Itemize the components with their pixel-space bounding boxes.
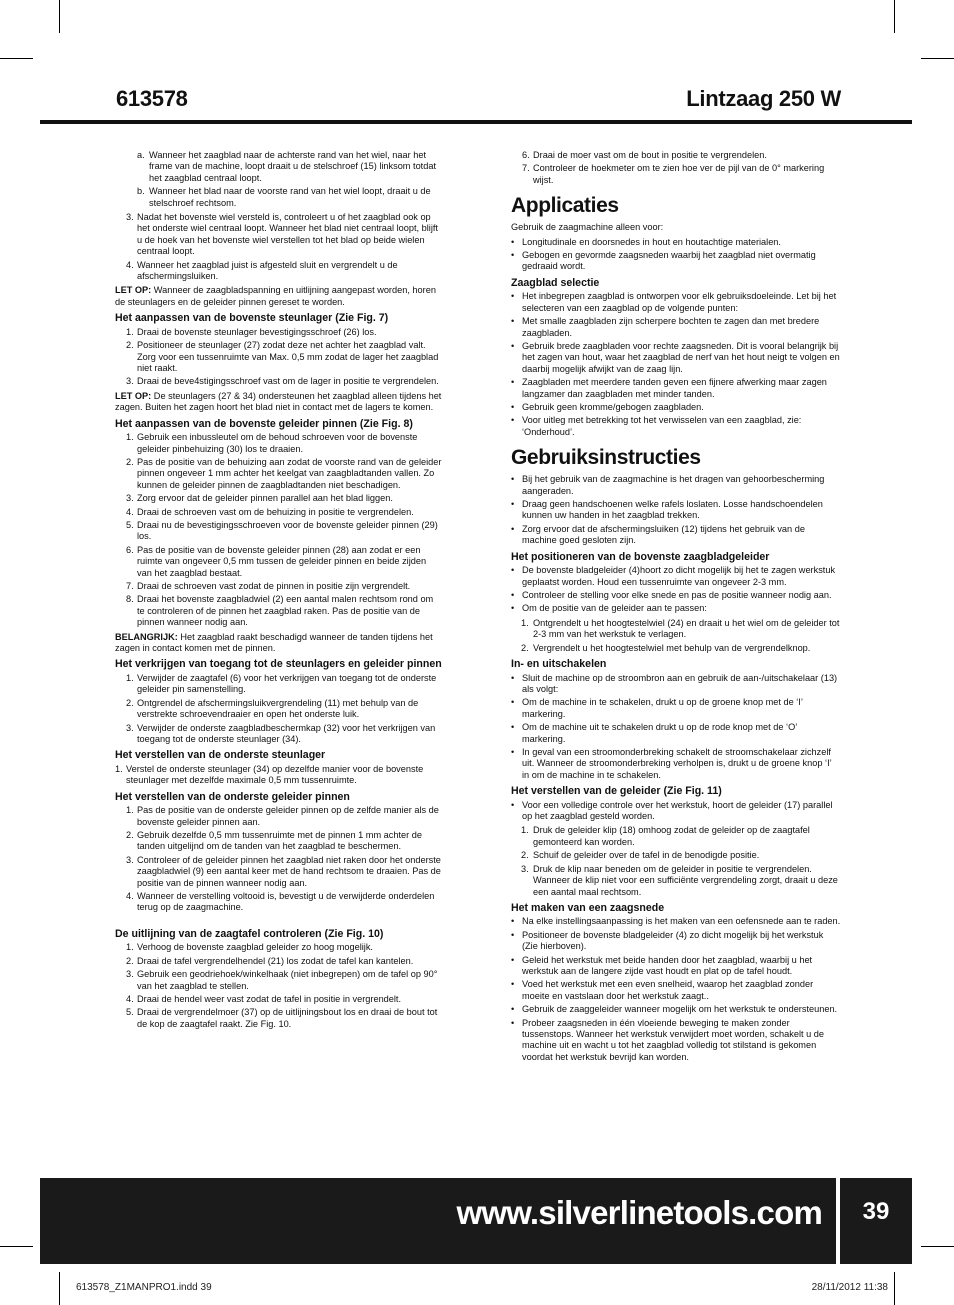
numbered-list — [115, 212, 442, 282]
list-item — [115, 723, 442, 746]
heading-zaagsnede: Het maken van een zaagsnede — [511, 901, 665, 914]
list-marker: 1. — [126, 672, 134, 683]
list-marker: • — [511, 1004, 515, 1015]
list-text: Het inbegrepen zaagblad is ontworpen voor elk gebruiksdoeleinde. Let bij het selecteren van een zaagblad op de volgende punten: — [522, 291, 837, 313]
list-item — [511, 618, 841, 641]
list-marker: 2. — [126, 697, 134, 708]
list-marker: 7. — [126, 581, 134, 591]
list-marker: • — [511, 589, 515, 600]
list-text: Schuif de geleider over de tafel in de benodigde positie. — [533, 850, 760, 861]
heading-uitlijning: De uitlijning van de zaagtafel controleren (Zie Fig. 10) — [115, 927, 384, 940]
list-marker: • — [511, 402, 515, 412]
list-marker: 1. — [126, 326, 134, 337]
list-marker: a. — [137, 150, 145, 160]
list-item — [115, 805, 442, 828]
numbered-list — [511, 825, 841, 897]
numbered-list — [115, 805, 442, 914]
list-marker: 4. — [126, 993, 134, 1004]
numbered-list — [115, 432, 442, 629]
list-item — [115, 260, 442, 283]
list-marker: • — [511, 377, 515, 388]
numbered-list — [115, 673, 442, 745]
list-text: Bij het gebruik van de zaagmachine is het dragen van gehoorbescherming aangeraden. — [522, 474, 825, 496]
list-marker: 3. — [126, 969, 134, 980]
list-marker: b. — [137, 186, 145, 197]
list-item — [115, 150, 442, 184]
numbered-list — [511, 618, 841, 654]
note-let-op — [115, 391, 442, 414]
list-marker: • — [511, 954, 515, 965]
bullet-list — [511, 800, 841, 823]
list-item — [115, 594, 442, 628]
bullet-list — [511, 673, 841, 782]
page-number: 39 — [862, 1198, 890, 1225]
list-marker: 5. — [126, 519, 134, 530]
list-text: Wanneer het zaagblad naar de achterste rand van het wiel, naar het frame van de machine, loopt draait u de stelschroef (15) linksom totdat het zaagblad centraal loopt. — [149, 150, 437, 183]
list-item — [115, 212, 442, 258]
slug-filename: 613578_Z1MANPRO1.indd 39 — [76, 1282, 212, 1293]
list-item — [511, 747, 841, 781]
list-marker: 1. — [126, 805, 134, 816]
list-item — [115, 457, 442, 491]
list-item — [115, 581, 442, 592]
list-text: Pas de positie van de behuizing aan zodat de voorste rand van de geleider pinnen ongeveer 1 mm achter het keelgat van zaagbladtanden vallen. Zo kunnen de geleider pinnen de zaagbladtanden niet beschadigen. — [137, 456, 442, 490]
list-item — [115, 994, 442, 1005]
note-label: LET OP: — [115, 285, 152, 296]
list-text: Controleer de stelling voor elke snede en pas de positie wanneer nodig aan. — [522, 589, 832, 600]
page-number-box — [840, 1178, 912, 1264]
left-column — [115, 150, 442, 1033]
list-text: Gebruik dezelfde 0,5 mm tussenruimte met de pinnen 1 mm achter de tanden uitgelijnd om de tanden van het zaagblad te beschermen. — [137, 830, 422, 852]
list-item — [511, 603, 841, 614]
list-marker: 2. — [521, 642, 529, 653]
website-link[interactable]: www.silverlinetools.com — [456, 1194, 822, 1231]
list-marker: • — [511, 340, 515, 351]
heading-schakelen: In- en uitschakelen — [511, 658, 607, 670]
list-marker: 1. — [126, 432, 134, 443]
list-marker: • — [511, 603, 515, 614]
list-marker: 3. — [126, 376, 134, 387]
list-marker: 2. — [126, 456, 134, 467]
list-item — [115, 327, 442, 338]
list-text: Zorg ervoor dat de geleider pinnen parallel aan het blad liggen. — [137, 493, 393, 504]
list-marker: 1. — [115, 763, 123, 774]
list-text: Positioneer de steunlager (27) zodat deze net achter het zaagblad valt. Zorg voor een tussenruimte van Max. 0,5 mm zodat de lager het zaagblad niet raakt. — [137, 340, 439, 373]
list-item — [115, 432, 442, 455]
list-text: Gebruik geen kromme/gebogen zaagbladen. — [522, 402, 704, 412]
list-item — [511, 150, 841, 161]
heading-pinnen: Het aanpassen van de bovenste geleider pinnen (Zie Fig. 8) — [115, 417, 413, 430]
numbered-list — [104, 764, 442, 787]
numbered-list — [511, 150, 841, 186]
list-text: Druk de geleider klip (18) omhoog zodat de geleider op de zaagtafel gemonteerd kan worden. — [533, 825, 810, 847]
bullet-list — [511, 565, 841, 615]
list-text: Druk de klip naar beneden om de geleider in positie te vergrendelen. Wanneer de klip niet voor een sufficiënte vergrendeling zorgt, draait u deze een aantal maal rechtsom. — [533, 863, 838, 897]
list-text: Ontgrendelt u het hoogtestelwiel (24) en draait u het wiel om de geleider tot 2-3 mm van het werkstuk te verlagen. — [533, 617, 840, 640]
list-item — [511, 643, 841, 654]
note-text: De steunlagers (27 & 34) ondersteunen het zaagblad alleen tijdens het zagen. Buiten het zagen hoort het blad niet in contact met de lagers te komen. — [115, 390, 442, 413]
list-marker: • — [511, 236, 515, 247]
list-text: Positioneer de bovenste bladgeleider (4) zo dicht mogelijk bij het werkstuk (Zie hierboven). — [522, 929, 824, 952]
list-item — [511, 237, 841, 248]
list-text: Gebruik een geodriehoek/winkelhaak (niet inbegrepen) om de tafel op 90° van het zaagblad te stellen. — [137, 969, 438, 991]
crop-mark — [0, 1246, 33, 1247]
list-marker: • — [511, 415, 515, 426]
list-item — [511, 291, 841, 314]
note-let-op — [115, 285, 442, 308]
crop-mark — [59, 1272, 60, 1305]
list-item — [115, 186, 442, 209]
list-item — [511, 590, 841, 601]
list-text: Nadat het bovenste wiel versteld is, controleert u of het zaagblad ook op het onderste wiel centraal loopt. Wanneer het blad niet centraal loopt, blijft u de hoek van het bovenste wiel verstellen tot het blad op beide wielen centraal loopt. — [137, 212, 438, 257]
bullet-list — [511, 474, 841, 546]
list-item — [115, 1007, 442, 1030]
list-item — [511, 864, 841, 898]
list-text: Probeer zaagsneden in één vloeiende beweging te maken zonder tussenstops. Wanneer het werkstuk verwijdert moet worden, schakelt u de machine uit en wacht u tot het zaagblad volledig tot stilstand is gekomen voordat het werkstuk bevrijd kan worden. — [522, 1017, 824, 1062]
page-title: Lintzaag 250 W — [686, 86, 841, 111]
list-text: Wanneer het zaagblad juist is afgesteld sluit en vergrendelt u de afschermingsluiken. — [137, 259, 398, 282]
crop-mark — [921, 1246, 954, 1247]
list-text: Gebruik een inbussleutel om de behoud schroeven voor de bovenste geleider pinbehuizing (30) los te draaien. — [137, 432, 418, 454]
list-item — [115, 942, 442, 953]
list-marker: 4. — [126, 259, 134, 270]
list-text: Verstel de onderste steunlager (34) op dezelfde manier voor de bovenste steunlager met dezelfde maximale 0,5 mm tussenruimte. — [126, 763, 424, 786]
list-item — [511, 499, 841, 522]
list-marker: • — [511, 565, 515, 576]
list-marker: • — [511, 474, 515, 485]
list-item — [511, 565, 841, 588]
list-text: Om de machine in te schakelen, drukt u op de groene knop met de ‘I’ markering. — [522, 697, 803, 719]
list-text: Gebogen en gevormde zaagsneden waarbij het zaagblad niet overmatig gedraaid wordt. — [522, 250, 816, 272]
list-marker: 5. — [126, 1007, 134, 1018]
list-marker: 6. — [522, 150, 530, 160]
list-item — [511, 377, 841, 400]
list-marker: • — [511, 979, 515, 990]
heading-verstellen: Het verstellen van de geleider (Zie Fig. 11) — [511, 785, 722, 798]
list-marker: 4. — [126, 891, 134, 902]
right-column — [511, 150, 841, 1066]
list-marker: 2. — [521, 850, 529, 861]
list-text: Wanneer de verstelling voltooid is, bevestigt u de verwijderde onderdelen terug op de zaagmachine. — [137, 891, 435, 913]
list-text: Gebruik brede zaagbladen voor rechte zaagsneden. Dit is vooral belangrijk bij het zagen van hout, waar het zaagblad de nerf van het hout neigt te volgen en daarbij mogelijk afwijkt van de zaag lijn. — [522, 340, 840, 374]
list-item — [511, 722, 841, 745]
model-number: 613578 — [116, 86, 188, 111]
numbered-list — [115, 327, 442, 388]
list-text: Na elke instellingsaanpassing is het maken van een oefensnede aan te raden. — [522, 916, 841, 927]
list-marker: • — [511, 746, 515, 757]
list-item — [511, 979, 841, 1002]
list-item — [511, 673, 841, 696]
list-marker: • — [511, 1017, 515, 1028]
list-marker: 6. — [126, 544, 134, 555]
footer-bar — [40, 1178, 836, 1264]
list-item — [511, 955, 841, 978]
list-text: Om de machine uit te schakelen drukt u op de rode knop met de ‘O’ markering. — [522, 722, 797, 744]
list-text: Draai de vergrendelmoer (37) op de uitlijningsbout los en draai de bout tot de kop de zaagtafel raakt. Zie Fig. 10. — [137, 1007, 438, 1029]
list-text: Draai de bovenste steunlager bevestigingsschroef (26) los. — [137, 326, 377, 337]
list-item — [115, 493, 442, 504]
list-text: Pas de positie van de onderste geleider pinnen op de zelfde manier als de bovenste geleider pinnen aan. — [137, 805, 439, 827]
crop-mark — [0, 58, 33, 59]
list-text: Pas de positie van de bovenste geleider pinnen (28) aan zodat er een ruimte van ongeveer 0,5 mm tussen de geleider pinnen en beide zijden van het zaagblad bestaat. — [137, 544, 427, 578]
list-text: Longitudinale en doorsnedes in hout en houtachtige materialen. — [522, 236, 781, 247]
list-item — [115, 830, 442, 853]
list-item — [115, 520, 442, 543]
list-item — [511, 402, 841, 413]
list-marker: • — [511, 916, 515, 927]
crop-mark — [921, 58, 954, 59]
note-label: LET OP: — [115, 390, 152, 401]
list-text: Voor een volledige controle over het werkstuk, hoort de geleider (17) parallel op het zaagblad gesteld worden. — [522, 799, 833, 822]
list-text: Geleid het werkstuk met beide handen door het zaagblad, waarbij u het werkstuk aan de langere zijde vast houdt en plat op de tafel houdt. — [522, 954, 813, 977]
list-marker: 8. — [126, 594, 134, 605]
list-text: Draag geen handschoenen welke rafels loslaten. Losse handschoendelen kunnen uw handen in het zaagblad trekken. — [522, 499, 823, 521]
list-item — [511, 825, 841, 848]
list-text: Draai de beve4stigingsschroef vast om de lager in positie te vergrendelen. — [137, 376, 439, 387]
header-rule — [40, 120, 912, 124]
list-text: Draai de schroeven vast zodat de pinnen in positie zijn vergrendelt. — [137, 581, 411, 591]
list-item — [115, 956, 442, 967]
list-text: Zaagbladen met meerdere tanden geven een fijnere afwerking maar zagen langzamer dan zaagbladen met minder tanden. — [522, 377, 827, 399]
list-text: Controleer de hoekmeter om te zien hoe ver de pijl van de 0° markering wijst. — [533, 163, 825, 185]
list-item — [511, 341, 841, 375]
list-marker: 3. — [126, 722, 134, 733]
applicaties-intro: Gebruik de zaagmachine alleen voor: — [511, 222, 664, 233]
heading-zaagblad: Zaagblad selectie — [511, 276, 600, 289]
bullet-list — [511, 237, 841, 273]
list-marker: • — [511, 929, 515, 940]
list-text: Zorg ervoor dat de afschermingsluiken (12) tijdens het gebruik van de machine goed gesloten zijn. — [522, 523, 805, 546]
heading-applicaties: Applicaties — [511, 194, 619, 218]
list-item — [511, 800, 841, 823]
list-item — [115, 376, 442, 387]
list-item — [511, 415, 841, 438]
list-marker: • — [511, 697, 515, 708]
list-item — [115, 698, 442, 721]
list-marker: 3. — [126, 493, 134, 504]
list-item — [115, 545, 442, 579]
heading-onderste-pinnen: Het verstellen van de onderste geleider pinnen — [115, 790, 350, 803]
heading-onderste-steunlager: Het verstellen van de onderste steunlager — [115, 749, 326, 762]
list-marker: 1. — [521, 825, 529, 836]
list-item — [115, 340, 442, 374]
list-item — [511, 1004, 841, 1015]
note-label: BELANGRIJK: — [115, 631, 178, 642]
heading-gebruiksinstructies: Gebruiksinstructies — [511, 446, 701, 470]
list-marker: 4. — [126, 506, 134, 517]
list-text: Controleer of de geleider pinnen het zaagblad niet raken door het onderste zaagbladwiel (9) een aantal keer met de hand rechtsom te draaien. Pas de positie van de pinnen wanneer nodig aan. — [137, 854, 441, 888]
list-item — [511, 697, 841, 720]
list-item — [115, 969, 442, 992]
list-marker: 2. — [126, 955, 134, 966]
bullet-list — [511, 291, 841, 438]
list-marker: • — [511, 672, 515, 683]
list-item — [115, 855, 442, 889]
list-text: Verwijder de onderste zaagbladbeschermkap (32) voor het verkrijgen van toegang tot de onderste steunlager (34). — [137, 722, 436, 744]
list-item — [511, 850, 841, 861]
list-text: Vergrendelt u het hoogtestelwiel met behulp van de vergrendelknop. — [533, 642, 811, 653]
list-text: Om de positie van de geleider aan te passen: — [522, 603, 707, 614]
list-item — [511, 524, 841, 547]
list-text: Draai nu de bevestigingsschroeven voor de bovenste geleider pinnen (29) los. — [137, 519, 438, 542]
list-item — [115, 673, 442, 696]
list-text: De bovenste bladgeleider (4)hoort zo dicht mogelijk bij het te zagen werkstuk geplaatst worden. Houd een tussenruimte van ongeveer 2-3 mm. — [522, 565, 836, 587]
list-marker: 3. — [126, 212, 134, 223]
list-item — [115, 507, 442, 518]
list-item — [511, 916, 841, 927]
crop-mark — [894, 1272, 895, 1305]
list-marker: • — [511, 523, 515, 534]
crop-mark — [894, 0, 895, 33]
list-text: Verwijder de zaagtafel (6) voor het verkrijgen van toegang tot de onderste geleider pin samenstelling. — [137, 672, 437, 695]
list-marker: 1. — [126, 942, 134, 953]
list-item — [511, 250, 841, 273]
list-item — [511, 163, 841, 186]
list-item — [104, 764, 442, 787]
list-marker: • — [511, 799, 515, 810]
list-text: Verhoog de bovenste zaagblad geleider zo hoog mogelijk. — [137, 942, 373, 953]
list-text: Met smalle zaagbladen zijn scherpere bochten te zagen dan met bredere zaagbladen. — [522, 316, 820, 338]
list-text: Draai de hendel weer vast zodat de tafel in positie in vergrendelt. — [137, 993, 402, 1004]
list-text: Voed het werkstuk met een even snelheid, waarop het zaagblad zonder moeite en vastslaan door het werkstuk zaagt.. — [522, 979, 814, 1001]
list-text: In geval van een stroomonderbreking schakelt de stroomschakelaar zichzelf uit. Wanneer de stroomonderbreking verholpen is, drukt u de groene knop ‘I’ in om de machine in te schakelen. — [522, 746, 832, 780]
crop-mark — [59, 0, 60, 33]
list-text: Draai de moer vast om de bout in positie te vergrendelen. — [533, 150, 767, 160]
list-text: Sluit de machine op de stroombron aan en gebruik de aan-/uitschakelaar (13) als volgt: — [522, 672, 838, 694]
list-marker: 1. — [521, 617, 529, 628]
list-marker: • — [511, 722, 515, 733]
list-text: Draai de tafel vergrendelhendel (21) los zodat de tafel kan kantelen. — [137, 955, 414, 966]
list-text: Wanneer het blad naar de voorste rand van het wiel loopt, draait u de stelschroef rechtsom. — [149, 186, 431, 208]
list-text: Draai de schroeven vast om de behuizing in positie te vergrendelen. — [137, 506, 414, 517]
list-item — [511, 316, 841, 339]
list-text: Ontgrendel de afschermingsluikvergrendeling (11) met behulp van de verstrekte schroevendraaier en open het onderste luik. — [137, 697, 419, 720]
list-marker: • — [511, 250, 515, 261]
list-marker: • — [511, 316, 515, 327]
heading-toegang: Het verkrijgen van toegang tot de steunlagers en geleider pinnen — [115, 658, 442, 671]
note-belangrijk — [115, 632, 442, 655]
list-marker: 2. — [126, 340, 134, 351]
list-text: Voor uitleg met betrekking tot het verwisselen van een zaagblad, zie: ‘Onderhoud’. — [522, 415, 802, 437]
slug-date: 28/11/2012 11:38 — [811, 1282, 888, 1293]
list-marker: • — [511, 499, 515, 510]
heading-steunlager: Het aanpassen van de bovenste steunlager (Zie Fig. 7) — [115, 312, 389, 325]
bullet-list — [511, 916, 841, 1063]
alpha-list — [115, 150, 442, 209]
list-text: Draai het bovenste zaagbladwiel (2) een aantal malen rechtsom rond om te controleren of de pinnen het zaagblad raken. Pas de positie van de pinnen wanneer nodig aan. — [137, 594, 434, 628]
list-item — [115, 891, 442, 914]
list-marker: 2. — [126, 830, 134, 840]
heading-positioneren: Het positioneren van de bovenste zaagbladgeleider — [511, 550, 770, 563]
list-marker: 3. — [521, 863, 529, 874]
list-marker: 7. — [522, 163, 530, 174]
numbered-list — [115, 942, 442, 1030]
note-text: Het zaagblad raakt beschadigd wanneer de tanden tijdens het zagen in contact komen met de pinnen. — [115, 631, 433, 654]
list-item — [511, 930, 841, 953]
note-text: Wanneer de zaagbladspanning en uitlijning aangepast worden, horen de steunlagers en de geleider pinnen gereset te worden. — [115, 285, 436, 307]
list-marker: 3. — [126, 854, 134, 865]
list-marker: • — [511, 291, 515, 302]
list-item — [511, 474, 841, 497]
list-text: Gebruik de zaaggeleider wanneer mogelijk om het werkstuk te ondersteunen. — [522, 1004, 838, 1015]
list-item — [511, 1018, 841, 1064]
